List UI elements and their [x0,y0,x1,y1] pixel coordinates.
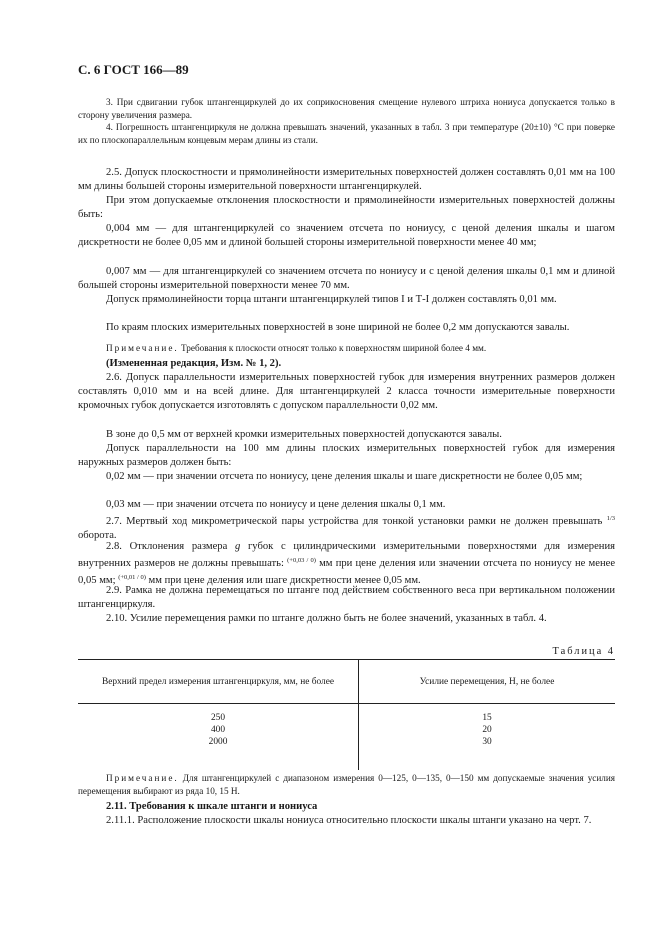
tolerance-1: (+0,03 / 0) [287,557,316,565]
para-2-8-text-a: 2.8. Отклонения размера [106,541,228,552]
note-4: 4. Погрешность штангенциркуля не должна превышать значений, указанных в табл. 3 при температуре (20±10) °С при поверке их по плоскопараллельным концевым мерам длины из стали. [78,122,615,145]
para-2-10: 2.10. Усилие перемещения рамки по штанге должно быть не более значений, указанных в табл. 4. [106,613,547,624]
fraction-one-third: 1/3 [606,515,615,522]
para-2-8-text-c: мм при цене деления или значении отсчета по нониусу не менее 0,05 мм; [78,558,616,587]
note-1 [78,342,615,355]
note-2-text: Для штангенциркулей с диапазоном измерения 0—125, 0—135, 0—150 мм допускаемые значения усилия перемещения выбирают из ряда 10, 15 Н. [78,773,616,796]
table-header-limit: Верхний предел измерения штангенциркуля, мм, не более [78,660,359,704]
note-3: 3. При сдвигании губок штангенциркулей до их соприкосновения смещение нулевого штриха нониуса допускается только в сторону увеличения размера. [78,97,615,120]
para-2-5: 2.5. Допуск плоскостности и прямолинейности измерительных поверхностей должен составлять 0,01 мм на 100 мм длины большей стороны измерительной поверхности штангенциркулей. [78,167,615,193]
section-2-11-title: 2.11. Требования к шкале штанги и нониуса [106,801,318,812]
para-2-6: 2.6. Допуск параллельности измерительных поверхностей губок для измерения внутренних размеров должен составлять 0,010 мм и на всей длине. Для штангенциркулей 2 класса точности измерительные поверхности кромочных губок допускается изготовлять с допуском параллельности 0,02 мм. [78,372,615,412]
table-header-force: Усилие перемещения, Н, не более [359,660,616,704]
para-2-5-deviations: При этом допускаемые отклонения плоскостности и прямолинейности измерительных поверхностей должны быть: [78,195,615,221]
para-2-5-item-1: 0,004 мм — для штангенциркулей со значением отсчета по нониусу, с ценой деления шкалы и шагом дискретности не более 0,05 мм и длиной большей стороны измерительной поверхности менее 40 мм; [78,223,615,249]
table-4 [78,659,615,770]
size-g-symbol: g [234,541,241,552]
para-2-8 [78,540,615,589]
para-2-7 [78,512,615,543]
para-2-5-item-2: 0,007 мм — для штангенциркулей со значением отсчета по нониусу и с ценой деления шкалы 0,1 мм и длиной большей стороны измерительной поверхности менее 70 мм. [78,266,615,292]
table-limit-values: 250 400 2000 [78,704,359,771]
table-header-row [78,660,615,704]
table-4-caption: Таблица 4 [552,646,615,657]
para-2-6-item-2: 0,03 мм — при значении отсчета по нониусу и цене деления шкалы 0,1 мм. [106,499,446,510]
table-row [78,704,615,771]
note-2 [78,772,615,798]
para-2-6-item-1: 0,02 мм — при значении отсчета по нониусу, цене деления шкалы и шаге дискретности не более 0,05 мм; [106,471,583,482]
para-2-7-end: оборота. [78,530,117,542]
para-2-9: 2.9. Рамка не должна перемещаться по штанге под действием собственного веса при вертикальном положении штангенциркуля. [78,585,615,611]
page-header: С. 6 ГОСТ 166—89 [78,62,189,77]
tolerance-2: (+0,01 / 0) [118,574,146,582]
para-2-11-1: 2.11.1. Расположение плоскости шкалы нониуса относительно плоскости шкалы штанги указано на черт. 7. [106,815,592,826]
edition-note: (Измененная редакция, Изм. № 1, 2). [106,358,282,369]
note-2-label: Примечание. [106,773,179,783]
para-2-7-text: 2.7. Мертвый ход микрометрической пары устройства для тонкой установки рамки не должен превышать [106,516,603,527]
note-1-label: Примечание. [106,343,179,353]
note-1-text: Требования к плоскости относят только к поверхностям шириной более 4 мм. [181,343,487,353]
para-2-8-text-d: мм при цене деления или шаге дискретности менее 0,05 мм. [148,575,421,587]
para-2-5-end-face: Допуск прямолинейности торца штанги штангенциркулей типов I и Т-I должен составлять 0,01 мм. [106,294,557,305]
para-2-5-edges: По краям плоских измерительных поверхностей в зоне шириной не более 0,2 мм допускаются завалы. [106,322,570,333]
para-2-6-zone: В зоне до 0,5 мм от верхней кромки измерительных поверхностей допускаются завалы. [106,429,502,440]
para-2-6-parallel: Допуск параллельности на 100 мм длины плоских измерительных поверхностей губок для измерения наружных размеров должен быть: [78,443,615,469]
para-2-8-text-b: губок с цилиндрическими измерительными поверхностями для измерения внутренних размеров не должны превышать: [78,541,615,570]
table-force-values: 15 20 30 [482,713,492,747]
